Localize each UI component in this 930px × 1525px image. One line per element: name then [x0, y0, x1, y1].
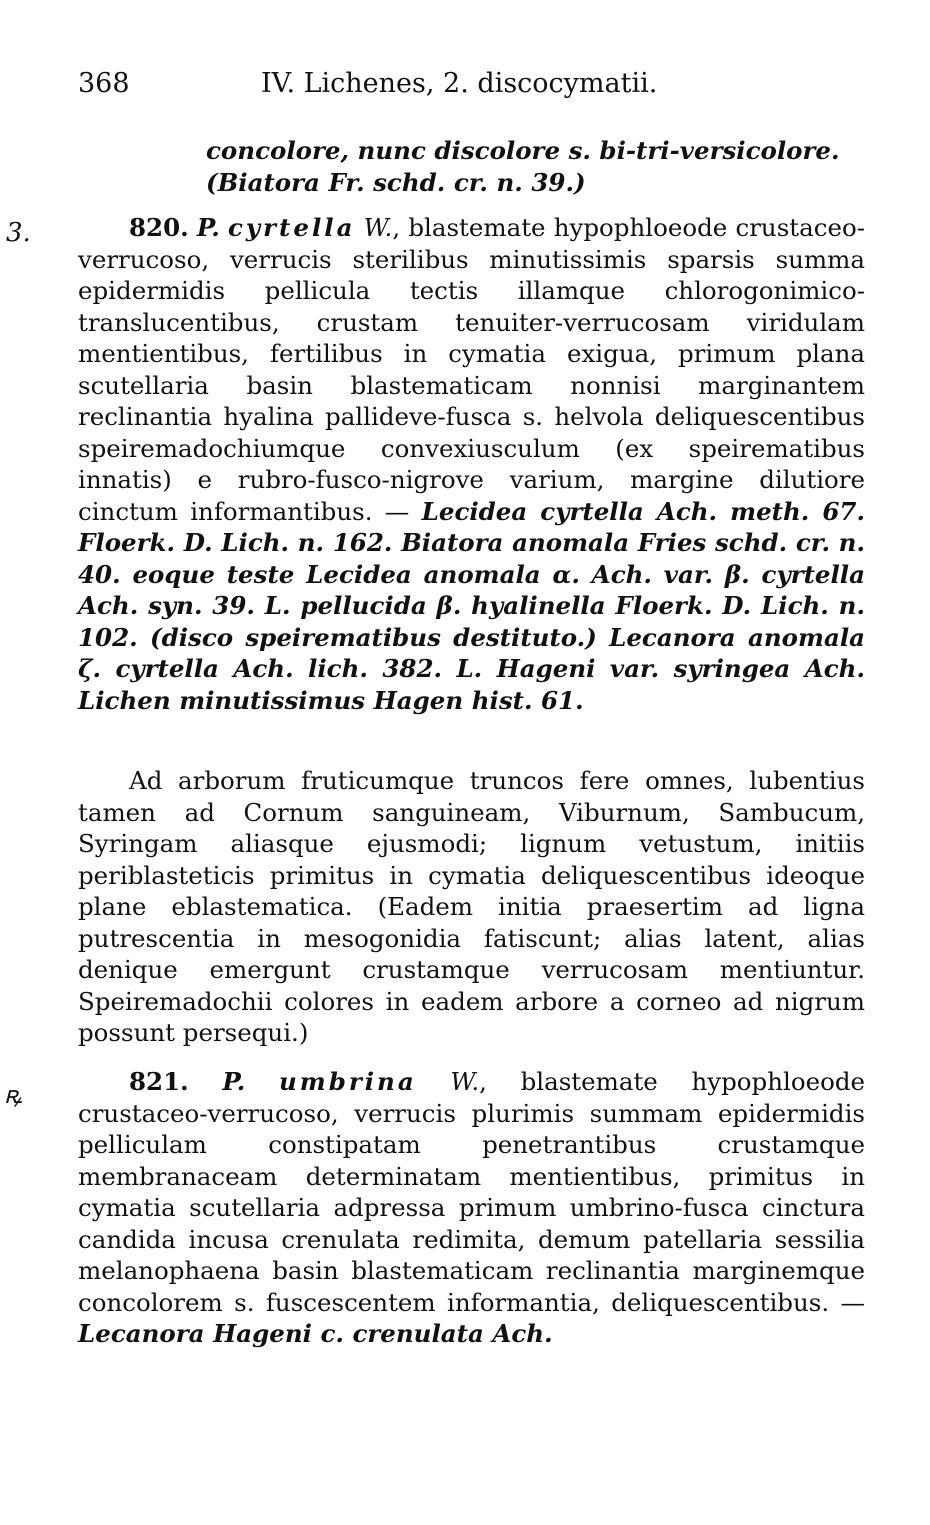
- entry-synonymy: Lecidea cyrtella Ach. meth. 67. Floerk. D. Lich. n. 162. Biatora anomala Fries schd. cr. n. 40. eoque teste Lecidea anomala α. Ach. var. β. cyrtella Ach. syn. 39. L. pellucida β. hyalinella Floerk. D. Lich. n. 102. (disco speirematibus destituto.) Lecanora anomala ζ. cyrtella Ach. lich. 382. L. Hageni var. syringea Ach. Lichen minutissimus Hagen hist. 61.: [78, 496, 865, 715]
- page-number: 368: [78, 68, 130, 99]
- entry-820: [78, 212, 865, 716]
- entry-species: cyrtella: [227, 213, 356, 242]
- continuation-line-1: concolore, nunc discolore s. bi-tri-versicolore.: [206, 136, 840, 165]
- entry-species: umbrina: [278, 1067, 417, 1096]
- entry-description: , blastemate hypophloeode crustaceo-verrucoso, verrucis sterilibus minutissimis sparsis summa epidermidis pellicula tectis illamque chlorogonimico-translucentibus, crustam tenuiter-verrucosam viridulam mentientibus, fertilibus in cymatia exigua, primum plana scutellaria basin blastematicam nonnisi marginantem reclinantia hyalina pallideve-fusca s. helvola deliquescentibus speiremadochiumque convexiusculum (ex speirematibus innatis) e rubro-fusco-nigrove varium, margine dilutiore cinctum informantibus. —: [78, 213, 865, 526]
- margin-note-1: 3.: [6, 218, 31, 248]
- entry-genus: P.: [222, 1067, 246, 1096]
- entry-author: W.: [450, 1067, 480, 1096]
- continuation-paragraph: [78, 135, 865, 198]
- entry-author: W.: [363, 213, 393, 242]
- entry-genus: P.: [196, 213, 220, 242]
- running-head: IV. Lichenes, 2. discocymatii.: [261, 68, 658, 99]
- entry-number: 820.: [129, 213, 189, 242]
- entry-number: 821.: [129, 1067, 189, 1096]
- page-header: [78, 68, 878, 108]
- entry-description: , blastemate hypophloeode crustaceo-verrucoso, verrucis plurimis summam epidermidis pelliculam constipatam penetrantibus crustamque membranaceam determinatam mentientibus, primitus in cymatia scutellaria adpressa primum umbrino-fusca cinctura candida incusa crenulata redimita, demum patellaria sessilia melanophaena basin blastematicam reclinantia marginemque concolorem s. fuscescentem informantia, deliquescentibus. —: [78, 1067, 866, 1317]
- continuation-line-2: (Biatora Fr. schd. cr. n. 39.): [206, 167, 586, 197]
- margin-note-2: ꝶ: [4, 1081, 23, 1109]
- entry-821: [78, 1066, 865, 1350]
- habitat-paragraph: Ad arborum fruticumque truncos fere omnes, lubentius tamen ad Cornum sanguineam, Viburnum, Sambucum, Syringam aliasque ejusmodi; lignum vetustum, initiis periblasteticis primitus in cymatia deliquescentibus ideoque plane eblastematica. (Eadem initia praesertim ad ligna putrescentia in mesogonidia fatiscunt; alias latent, alias denique emergunt crustamque verrucosam mentiuntur. Speiremadochii colores in eadem arbore a corneo ad nigrum possunt persequi.): [78, 766, 865, 1047]
- entry-synonymy: Lecanora Hageni c. crenulata Ach.: [78, 1319, 553, 1348]
